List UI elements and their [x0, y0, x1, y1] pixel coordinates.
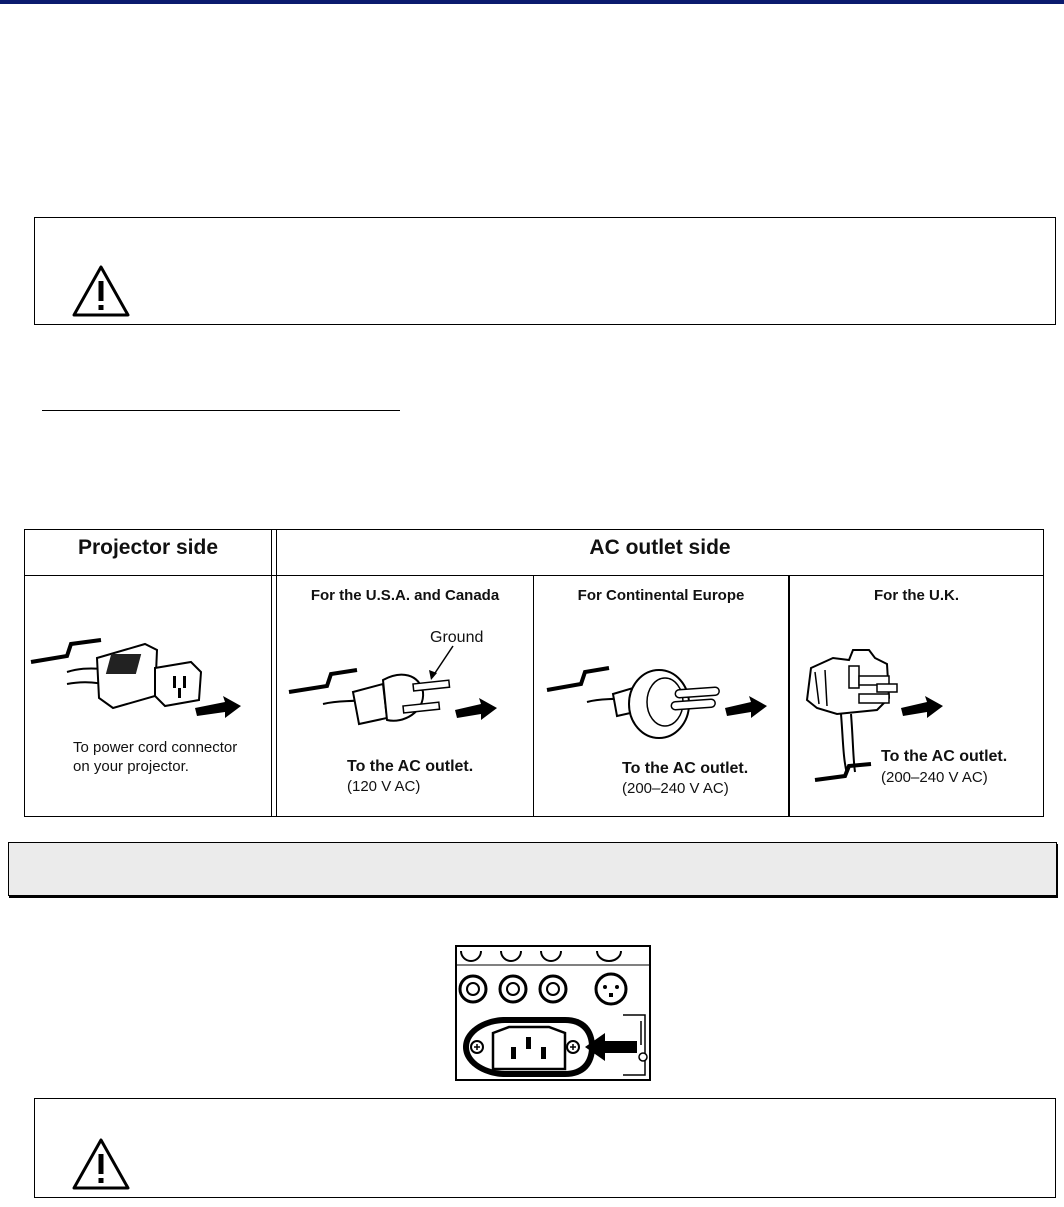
warning-box-top — [34, 217, 1056, 325]
col-title-usa: For the U.S.A. and Canada — [310, 587, 500, 604]
eu-plug-illustration — [541, 638, 781, 748]
caption-usa-voltage: (120 V AC) — [347, 778, 421, 795]
col-title-europe: For Continental Europe — [577, 587, 745, 604]
header-projector-side: Projector side — [77, 536, 219, 559]
note-bar — [8, 842, 1057, 896]
warning-triangle-icon — [71, 1137, 131, 1191]
caption-uk-voltage: (200–240 V AC) — [881, 769, 988, 786]
caption-europe-bold: To the AC outlet. — [622, 760, 749, 777]
caption-europe-voltage: (200–240 V AC) — [622, 780, 729, 797]
us-plug-illustration — [283, 640, 523, 740]
warning-triangle-icon — [71, 264, 131, 318]
caption-uk-bold: To the AC outlet. — [881, 748, 1008, 765]
ground-label: Ground — [430, 629, 484, 646]
col-title-uk: For the U.K. — [874, 587, 959, 604]
header-ac-outlet-side: AC outlet side — [589, 536, 731, 559]
plug-table — [24, 529, 1044, 817]
caption-projector: To power cord connector on your projector. — [73, 739, 238, 775]
warning-box-bottom — [34, 1098, 1056, 1198]
header-bar — [0, 0, 1064, 4]
projector-rear-panel-illustration — [455, 945, 651, 1081]
projector-connector-illustration — [27, 610, 267, 720]
section-underline — [42, 410, 400, 411]
caption-usa-bold: To the AC outlet. — [347, 758, 474, 775]
